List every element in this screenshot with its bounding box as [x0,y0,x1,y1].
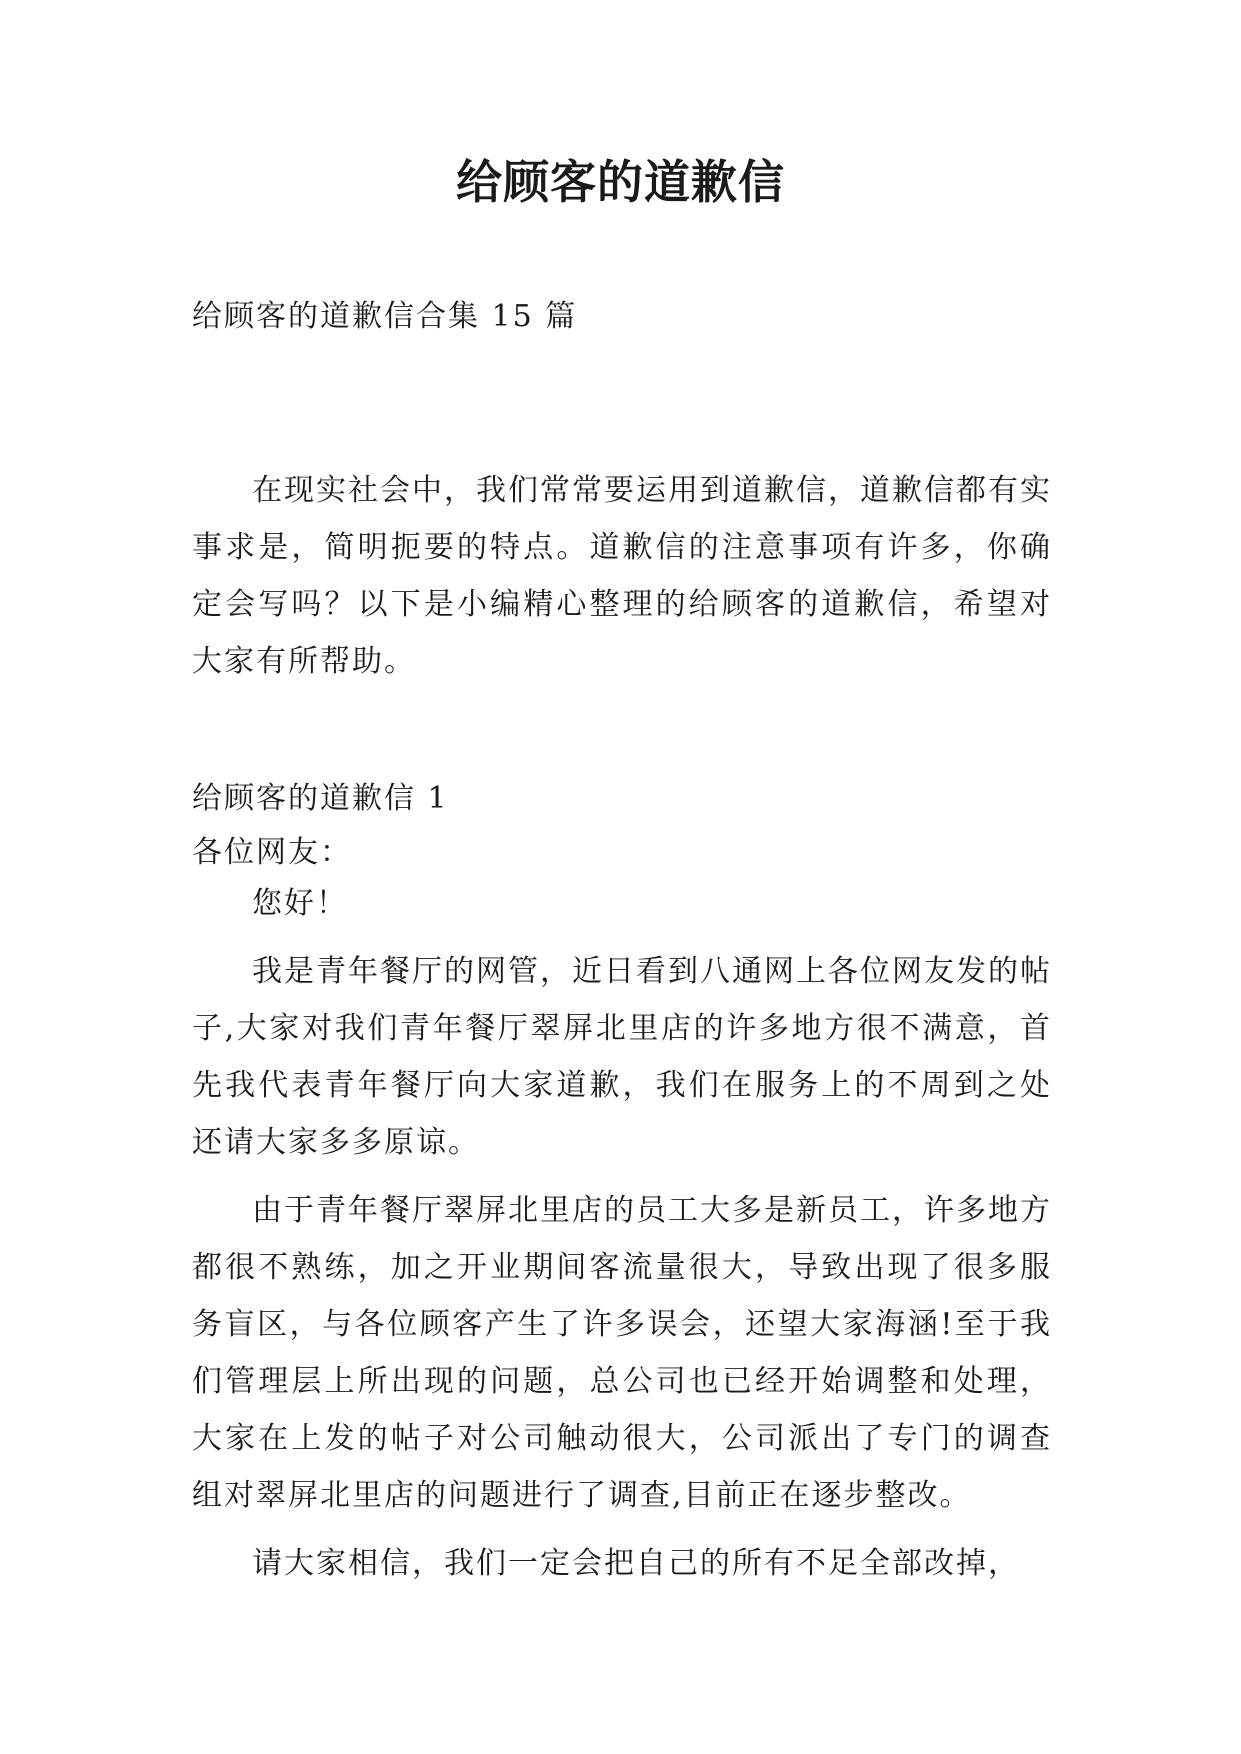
letter-heading: 给顾客的道歉信 1 [192,781,449,816]
body-paragraph: 由于青年餐厅翠屏北里店的员工大多是新员工，许多地方都很不熟练，加之开业期间客流量很大，导致出现了很多服务盲区，与各位顾客产生了许多误会，还望大家海涵!至于我们管理层上所出现的问题，总公司也已经开始调整和处理，大家在上发的帖子对公司触动很大，公司派出了专门的调查组对翠屏北里店的问题进行了调查,目前正在逐步整改。 [192,1193,1052,1513]
collection-subtitle: 给顾客的道歉信合集 15 篇 [192,299,578,334]
body-paragraph: 请大家相信，我们一定会把自己的所有不足全部改掉， [252,1546,1020,1581]
letter-body [192,875,1052,1603]
greeting-line: 您好！ [252,886,348,921]
body-paragraph: 我是青年餐厅的网管，近日看到八通网上各位网友发的帖子,大家对我们青年餐厅翠屏北里店的许多地方很不满意，首先我代表青年餐厅向大家道歉，我们在服务上的不周到之处还请大家多多原谅。 [192,954,1052,1160]
page-title: 给顾客的道歉信 [456,155,785,209]
salutation: 各位网友： [192,835,352,870]
intro-paragraph: 在现实社会中，我们常常要运用到道歉信，道歉信都有实事求是，简明扼要的特点。道歉信的注意事项有许多，你确定会写吗？以下是小编精心整理的给顾客的道歉信，希望对大家有所帮助。 [192,473,1052,679]
